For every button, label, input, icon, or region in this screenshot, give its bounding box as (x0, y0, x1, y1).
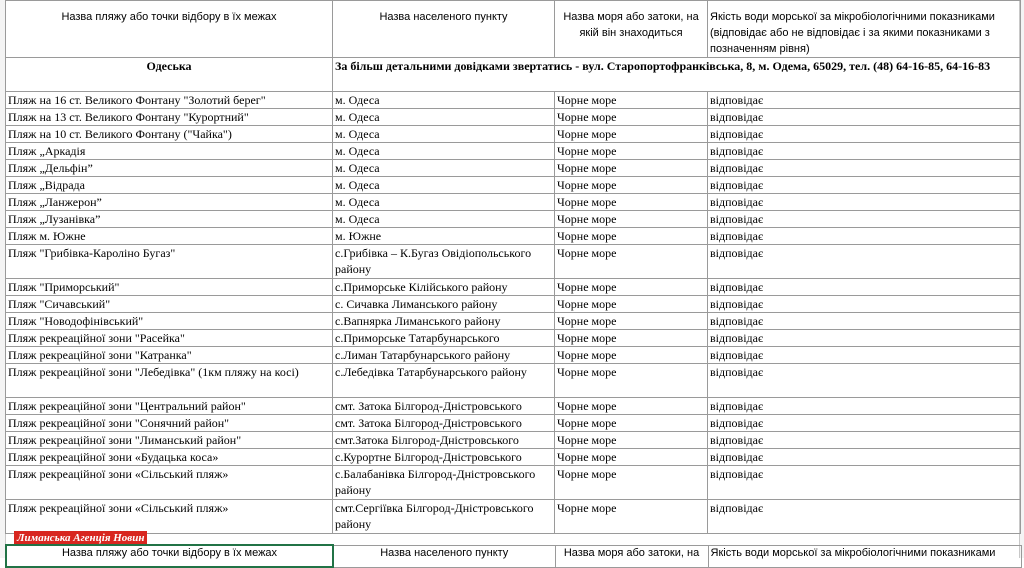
water-quality-cell[interactable]: відповідає (708, 500, 1021, 534)
sea-cell[interactable]: Чорне море (555, 143, 708, 160)
water-quality-cell[interactable]: відповідає (708, 449, 1021, 466)
table-row (6, 449, 1021, 466)
water-quality-cell[interactable]: відповідає (708, 330, 1021, 347)
sea-cell[interactable]: Чорне море (555, 194, 708, 211)
sea-cell[interactable]: Чорне море (555, 160, 708, 177)
sea-cell[interactable]: Чорне море (555, 364, 708, 398)
beach-name-cell[interactable]: Пляж "Грибівка-Кароліно Бугаз" (6, 245, 333, 279)
sea-cell[interactable]: Чорне море (555, 432, 708, 449)
header-row (6, 1, 1021, 58)
settlement-cell[interactable]: с.Курортне Білгород-Дністровського (333, 449, 555, 466)
water-quality-cell[interactable]: відповідає (708, 160, 1021, 177)
region-contact-note[interactable]: За більш детальними довідками звертатись - вул. Старопортофранківська, 8, м. Одема, 65029, тел. (48) 64-16-85, 64-16-83 (333, 58, 1021, 92)
settlement-cell[interactable]: смт.Сергіївка Білгород-Дністровського району (333, 500, 555, 534)
water-quality-cell[interactable]: відповідає (708, 211, 1021, 228)
beach-name-cell[interactable]: Пляж на 13 ст. Великого Фонтану "Курортний" (6, 109, 333, 126)
region-name[interactable]: Одеська (6, 58, 333, 92)
settlement-cell[interactable]: с.Вапнярка Лиманського району (333, 313, 555, 330)
table-row (6, 279, 1021, 296)
sea-cell[interactable]: Чорне море (555, 313, 708, 330)
repeat-header-beach-name[interactable]: Назва пляжу або точки відбору в їх межах (6, 545, 333, 567)
table-row (6, 228, 1021, 245)
water-quality-cell[interactable]: відповідає (708, 126, 1021, 143)
water-quality-cell[interactable]: відповідає (708, 398, 1021, 415)
sea-cell[interactable]: Чорне море (555, 245, 708, 279)
water-quality-cell[interactable]: відповідає (708, 143, 1021, 160)
repeat-header-sea[interactable]: Назва моря або затоки, на (555, 545, 708, 567)
sea-cell[interactable]: Чорне море (555, 500, 708, 534)
sea-cell[interactable]: Чорне море (555, 330, 708, 347)
settlement-cell[interactable]: с.Балабанівка Білгород-Дністровського району (333, 466, 555, 500)
settlement-cell[interactable]: м. Одеса (333, 92, 555, 109)
header-sea[interactable]: Назва моря або затоки, на якій він знаходиться (555, 1, 708, 58)
sea-cell[interactable]: Чорне море (555, 211, 708, 228)
settlement-cell[interactable]: м. Одеса (333, 160, 555, 177)
beach-name-cell[interactable]: Пляж рекреаційної зони «Будацька коса» (6, 449, 333, 466)
beach-name-cell[interactable]: Пляж рекреаційної зони "Катранка" (6, 347, 333, 364)
water-quality-cell[interactable]: відповідає (708, 194, 1021, 211)
sea-cell[interactable]: Чорне море (555, 228, 708, 245)
beach-name-cell[interactable]: Пляж рекреаційної зони "Лиманський район" (6, 432, 333, 449)
table-row (6, 313, 1021, 330)
sea-cell[interactable]: Чорне море (555, 296, 708, 313)
beach-name-cell[interactable]: Пляж рекреаційної зони «Сільський пляж» (6, 466, 333, 500)
settlement-cell[interactable]: м. Одеса (333, 177, 555, 194)
beach-name-cell[interactable]: Пляж рекреаційної зони "Расейка" (6, 330, 333, 347)
settlement-cell[interactable]: смт. Затока Білгород-Дністровського (333, 398, 555, 415)
water-quality-cell[interactable]: відповідає (708, 347, 1021, 364)
table-row (6, 466, 1021, 500)
table-row (6, 160, 1021, 177)
sea-cell[interactable]: Чорне море (555, 398, 708, 415)
water-quality-cell[interactable]: відповідає (708, 313, 1021, 330)
header-settlement[interactable]: Назва населеного пункту (333, 1, 555, 58)
water-quality-cell[interactable]: відповідає (708, 432, 1021, 449)
table-row (6, 432, 1021, 449)
beach-name-cell[interactable]: Пляж "Новодофінівський" (6, 313, 333, 330)
sea-cell[interactable]: Чорне море (555, 109, 708, 126)
sea-cell[interactable]: Чорне море (555, 415, 708, 432)
sea-cell[interactable]: Чорне море (555, 126, 708, 143)
beach-name-cell[interactable]: Пляж на 16 ст. Великого Фонтану "Золотий берег" (6, 92, 333, 109)
agency-logo-text: Лиманська Агенція Новин (17, 532, 145, 544)
water-quality-cell[interactable]: відповідає (708, 92, 1021, 109)
sea-cell[interactable]: Чорне море (555, 449, 708, 466)
beach-name-cell[interactable]: Пляж м. Южне (6, 228, 333, 245)
settlement-cell[interactable]: с.Лиман Татарбунарського району (333, 347, 555, 364)
sea-cell[interactable]: Чорне море (555, 92, 708, 109)
table-row (6, 415, 1021, 432)
beach-name-cell[interactable]: Пляж рекреаційної зони "Центральний район" (6, 398, 333, 415)
sea-cell[interactable]: Чорне море (555, 177, 708, 194)
header-water-quality[interactable]: Якість води морської за мікробіологічними показниками (відповідає або не відповідає і за якими показниками з позначенням рівня) (708, 1, 1021, 58)
water-quality-cell[interactable]: відповідає (708, 177, 1021, 194)
water-quality-cell[interactable]: відповідає (708, 296, 1021, 313)
header-beach-name[interactable]: Назва пляжу або точки відбору в їх межах (6, 1, 333, 58)
repeat-header-water-quality[interactable]: Якість води морської за мікробіологічними показниками (708, 545, 1021, 567)
table-row (6, 500, 1021, 534)
table-row (6, 347, 1021, 364)
beach-name-cell[interactable]: Пляж „Лузанівка” (6, 211, 333, 228)
water-quality-cell[interactable]: відповідає (708, 415, 1021, 432)
repeat-header-settlement[interactable]: Назва населеного пункту (333, 545, 555, 567)
table-row (6, 143, 1021, 160)
settlement-cell[interactable]: м. Одеса (333, 211, 555, 228)
beach-name-cell[interactable]: Пляж „Ланжерон” (6, 194, 333, 211)
settlement-cell[interactable]: с.Лебедівка Татарбунарського району (333, 364, 555, 398)
settlement-cell[interactable]: с.Приморське Кілійського району (333, 279, 555, 296)
beach-name-cell[interactable]: Пляж „Відрада (6, 177, 333, 194)
settlement-cell[interactable]: смт. Затока Білгород-Дністровського (333, 415, 555, 432)
table-row (6, 109, 1021, 126)
table-row (6, 296, 1021, 313)
settlement-cell[interactable]: с.Приморське Татарбунарського (333, 330, 555, 347)
beach-name-cell[interactable]: Пляж „Дельфін” (6, 160, 333, 177)
beach-quality-table (5, 0, 1021, 534)
settlement-cell[interactable]: с. Сичавка Лиманського району (333, 296, 555, 313)
sea-cell[interactable]: Чорне море (555, 347, 708, 364)
table-row (6, 194, 1021, 211)
water-quality-cell[interactable]: відповідає (708, 279, 1021, 296)
settlement-cell[interactable]: м. Одеса (333, 126, 555, 143)
table-row (6, 330, 1021, 347)
table-row (6, 364, 1021, 398)
table-row (6, 126, 1021, 143)
settlement-cell[interactable]: м. Одеса (333, 143, 555, 160)
settlement-cell[interactable]: с.Грибівка – К.Бугаз Овідіопольського району (333, 245, 555, 279)
settlement-cell[interactable]: м. Южне (333, 228, 555, 245)
beach-name-cell[interactable]: Пляж рекреаційної зони "Лебедівка" (1км пляжу на косі) (6, 364, 333, 398)
beach-name-cell[interactable]: Пляж „Аркадія (6, 143, 333, 160)
table-row (6, 92, 1021, 109)
water-quality-cell[interactable]: відповідає (708, 228, 1021, 245)
region-row (6, 58, 1021, 92)
table-row (6, 398, 1021, 415)
agency-logo (14, 531, 147, 545)
sea-cell[interactable]: Чорне море (555, 279, 708, 296)
settlement-cell[interactable]: м. Одеса (333, 109, 555, 126)
water-quality-cell[interactable]: відповідає (708, 364, 1021, 398)
beach-name-cell[interactable]: Пляж "Приморський" (6, 279, 333, 296)
water-quality-cell[interactable]: відповідає (708, 245, 1021, 279)
beach-name-cell[interactable]: Пляж рекреаційної зони "Сонячний район" (6, 415, 333, 432)
water-quality-cell[interactable]: відповідає (708, 109, 1021, 126)
repeated-header-table (5, 544, 1022, 568)
table-row (6, 245, 1021, 279)
beach-name-cell[interactable]: Пляж на 10 ст. Великого Фонтану ("Чайка") (6, 126, 333, 143)
repeated-header-row (6, 545, 1021, 567)
beach-name-cell[interactable]: Пляж рекреаційної зони «Сільський пляж» (6, 500, 333, 534)
beach-name-cell[interactable]: Пляж "Сичавський" (6, 296, 333, 313)
sea-cell[interactable]: Чорне море (555, 466, 708, 500)
table-row (6, 211, 1021, 228)
settlement-cell[interactable]: смт.Затока Білгород-Дністровського (333, 432, 555, 449)
water-quality-cell[interactable]: відповідає (708, 466, 1021, 500)
settlement-cell[interactable]: м. Одеса (333, 194, 555, 211)
table-row (6, 177, 1021, 194)
